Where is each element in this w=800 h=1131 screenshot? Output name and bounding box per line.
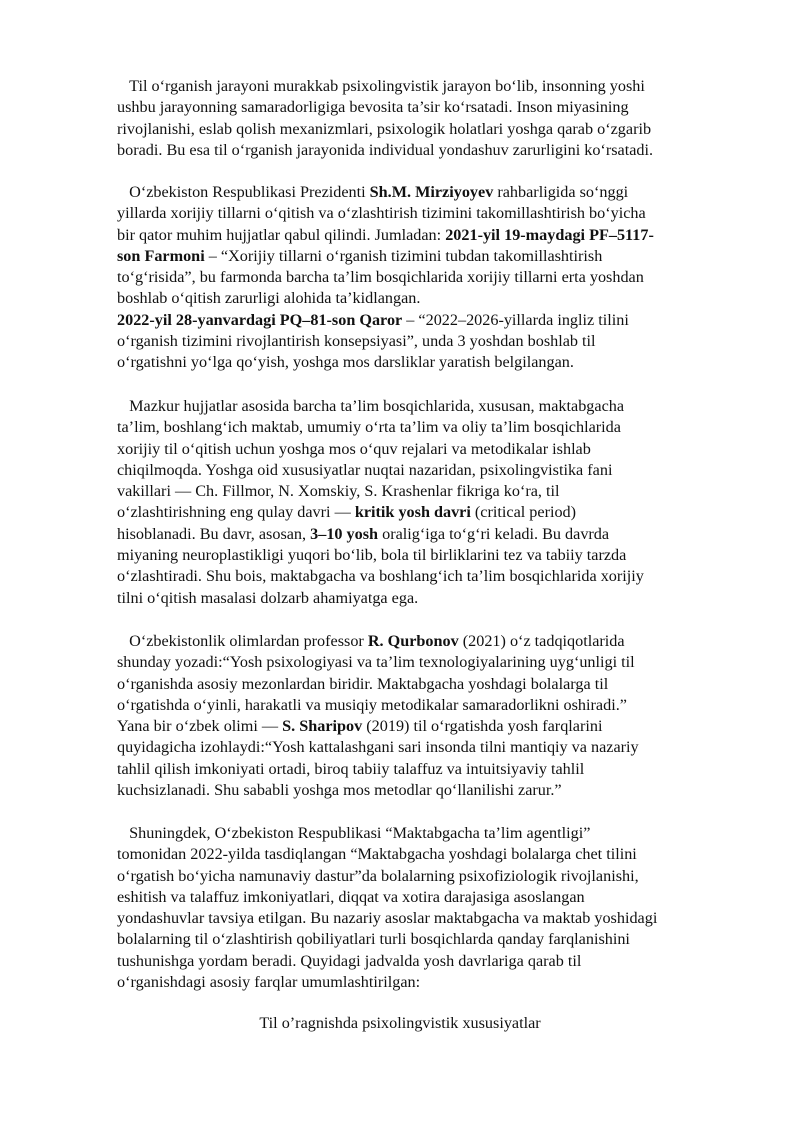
paragraph-scholars xyxy=(117,631,745,801)
text-line: miyaning neuroplastikligi yuqori bo‘lib, bola til birliklarini tez va tabiiy tarzda xyxy=(117,546,627,565)
text-line: yondashuvlar tavsiya etilgan. Bu nazariy asoslar maktabgacha va maktab yoshidagi xyxy=(117,909,658,928)
text-line: o‘rgatishda o‘yinli, harakatli va musiqiy metodikalar samaradorlikni oshiradi.” xyxy=(117,695,627,714)
text-line: o‘rganish tizimini rivojlantirish konsepsiyasi”, unda 3 yoshdan boshlab til xyxy=(117,332,596,351)
text-line: O‘zbekiston Respublikasi Prezidenti Sh.M. Mirziyoyev rahbarligida so‘nggi xyxy=(117,183,629,201)
text-line: tomonidan 2022-yilda tasdiqlangan “Maktabgacha yoshdagi bolalarga chet tilini xyxy=(117,845,637,864)
text-line: ushbu jarayonning samaradorligiga bevosita ta’sir ko‘rsatadi. Inson miyasining xyxy=(117,98,629,117)
text-line: boshlab o‘qitish zarurligi alohida ta’kidlangan. xyxy=(117,289,421,308)
text-line: tilni o‘qitish masalasi dolzarb ahamiyatga ega. xyxy=(117,588,419,607)
text-line: yillarda xorijiy tillarni o‘qitish va o‘zlashtirish tizimini takomillashtirish bo‘yicha xyxy=(117,204,646,223)
bold-text: 3–10 yosh xyxy=(310,524,379,543)
table-caption: Til o’ragnishda psixolingvistik xususiyatlar xyxy=(259,1014,541,1032)
text-line: 2022-yil 28-yanvardagi PQ–81-son Qaror – “2022–2026-yillarda ingliz tilini xyxy=(117,310,629,329)
text-line: eshitish va talaffuz imkoniyatlari, diqqat va xotira darajasiga asoslangan xyxy=(117,887,585,906)
bold-text: 2021-yil 19-maydagi PF–5117- xyxy=(445,225,654,244)
text-line: shunday yozadi:“Yosh psixologiyasi va ta’lim texnologiyalarining uyg‘unligi til xyxy=(117,653,635,672)
text-line: vakillari — Ch. Fillmor, N. Xomskiy, S. Krashenlar fikriga ko‘ra, til xyxy=(117,482,560,501)
bold-text: 2022-yil 28-yanvardagi PQ–81-son Qaror xyxy=(117,310,403,329)
paragraph-legislation xyxy=(117,182,745,374)
text-line: bolalarning til o‘zlashtirish qobiliyatlari turli bosqichlarda qanday farqlanishini xyxy=(117,930,630,949)
text-line: xorijiy til o‘qitish uchun yoshga mos o‘quv rejalari va metodikalar ishlab xyxy=(117,439,591,458)
text-line: o‘rganishda asosiy mezonlardan biridir. Maktabgacha yoshdagi bolalarga til xyxy=(117,674,609,693)
text-line: hisoblanadi. Bu davr, asosan, 3–10 yosh oralig‘iga to‘g‘ri keladi. Bu davrda xyxy=(117,524,610,543)
text-line: rivojlanishi, eslab qolish mexanizmlari, psixologik holatlari yoshga qarab o‘zgarib xyxy=(117,119,652,138)
text-line: o‘rgatish bo‘yicha namunaviy dastur”da bolalarning psixofiziologik rivojlanishi, xyxy=(117,866,639,885)
text-line: o‘rganishdagi asosiy farqlar umumlashtirilgan: xyxy=(117,973,421,992)
bold-text: R. Qurbonov xyxy=(367,632,459,650)
text-line: O‘zbekistonlik olimlardan professor R. Qurbonov (2021) o‘z tadqiqotlarida xyxy=(117,632,625,650)
text-line: quyidagicha izohlaydi:“Yosh kattalashgani sari insonda tilni mantiqiy va nazariy xyxy=(117,738,639,757)
text-line: tahlil qilish imkoniyati ortadi, biroq tabiiy talaffuz va intuitsiyaviy tahlil xyxy=(117,759,585,778)
text-line: Yana bir o‘zbek olimi — S. Sharipov (2019) til o‘rgatishda yosh farqlarini xyxy=(117,717,603,736)
paragraph-intro xyxy=(117,76,745,161)
text-line: boradi. Bu esa til o‘rganish jarayonida individual yondashuv zarurligini ko‘rsatadi. xyxy=(117,140,654,159)
text-line: Shuningdek, O‘zbekiston Respublikasi “Maktabgacha ta’lim agentligi” xyxy=(117,824,591,842)
text-line: son Farmoni – “Xorijiy tillarni o‘rganish tizimini tubdan takomillashtirish xyxy=(117,246,603,265)
text-line: o‘zlashtirishning eng qulay davri — kritik yosh davri (critical period) xyxy=(117,503,577,522)
bold-text: son Farmoni xyxy=(117,246,205,265)
text-line: kuchsizlanadi. Shu sababli yoshga mos metodlar qo‘llanilishi zarur.” xyxy=(117,781,562,800)
text-line: o‘zlashtiradi. Shu bois, maktabgacha va boshlang‘ich ta’lim bosqichlarida xorijiy xyxy=(117,567,644,586)
text-line: tushunishga yordam beradi. Quyidagi jadvalda yosh davrlariga qarab til xyxy=(117,951,582,970)
text-line: bir qator muhim hujjatlar qabul qilindi. Jumladan: 2021-yil 19-maydagi PF–5117- xyxy=(117,225,654,244)
text-line: ta’lim, boshlang‘ich maktab, umumiy o‘rta ta’lim va oliy ta’lim bosqichlarida xyxy=(117,418,621,437)
bold-text: kritik yosh davri xyxy=(354,503,471,522)
text-line: chiqilmoqda. Yoshga oid xususiyatlar nuqtai nazaridan, psixolingvistika fani xyxy=(117,460,613,479)
text-line: to‘g‘risida”, bu farmonda barcha ta’lim bosqichlarida xorijiy tillarni erta yoshdan xyxy=(117,268,644,287)
paragraph-critical-period xyxy=(117,396,745,609)
text-line: o‘rgatishni yo‘lga qo‘yish, yoshga mos darsliklar yaratish belgilangan. xyxy=(117,353,574,372)
paragraph-curriculum xyxy=(117,823,745,993)
bold-text: Sh.M. Mirziyoyev xyxy=(369,183,494,201)
text-line: Til o‘rganish jarayoni murakkab psixolingvistik jarayon bo‘lib, insonning yoshi xyxy=(117,77,645,95)
text-line: Mazkur hujjatlar asosida barcha ta’lim bosqichlarida, xususan, maktabgacha xyxy=(117,397,625,415)
bold-text: S. Sharipov xyxy=(282,717,363,736)
